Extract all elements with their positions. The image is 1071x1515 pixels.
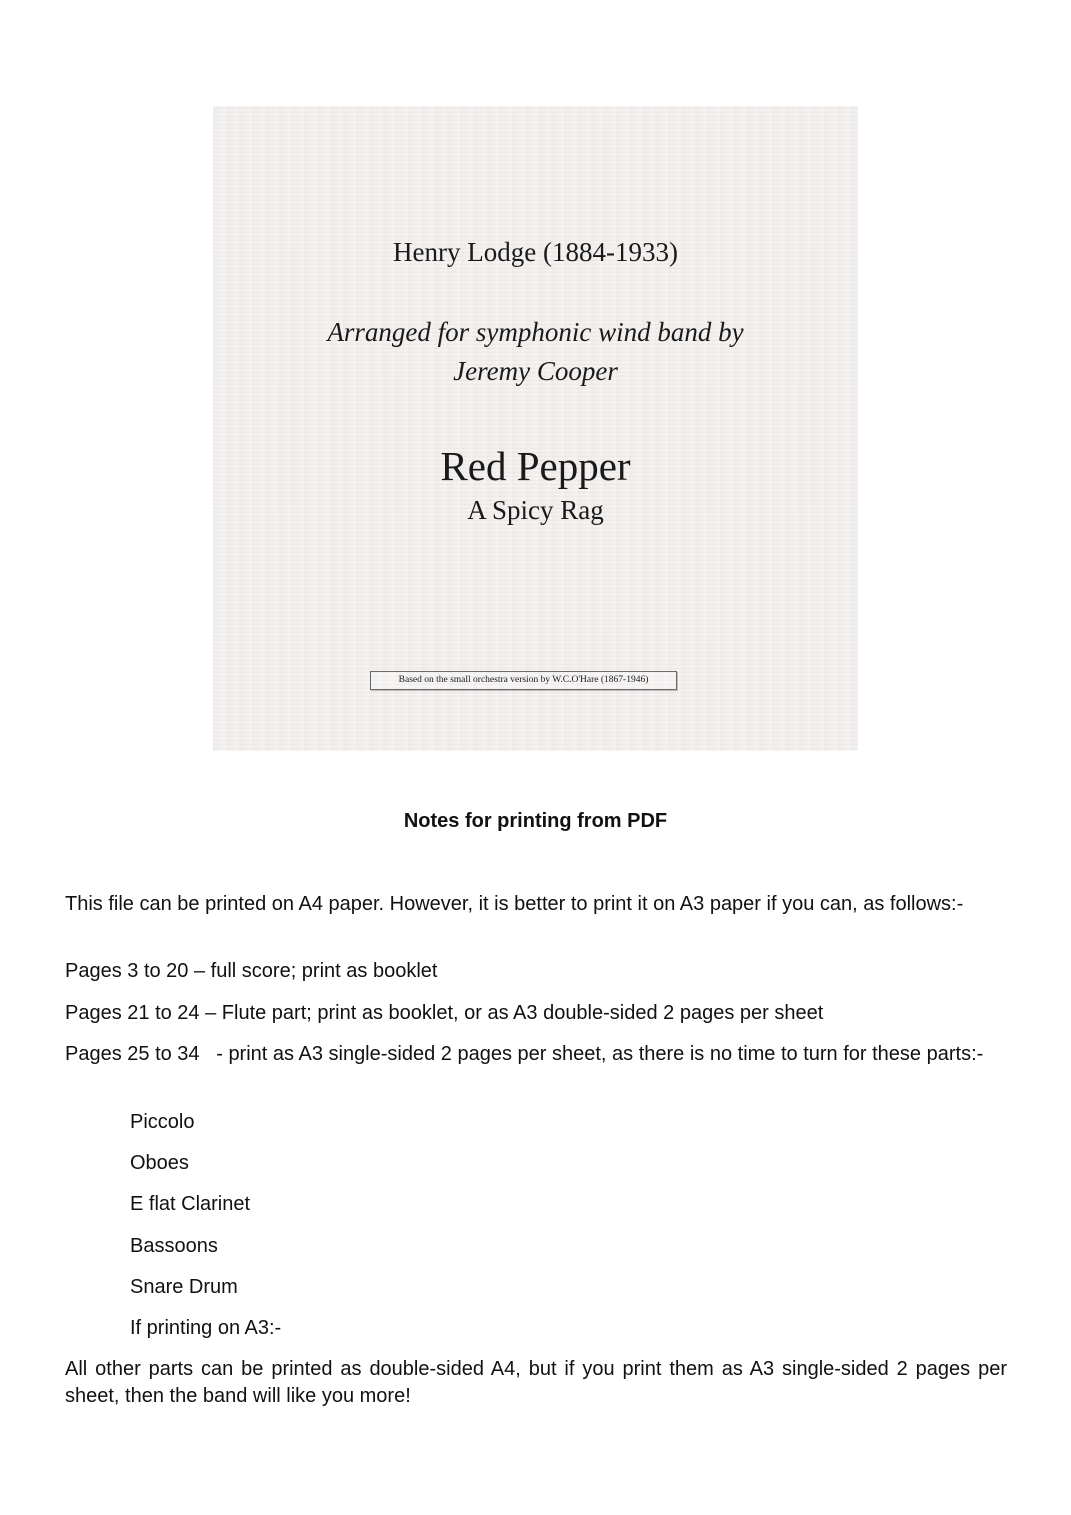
intro-paragraph: This file can be printed on A4 paper. However, it is better to print it on A3 paper if you can, as follows:- [65,893,964,915]
piece-title: Red Pepper [440,443,631,489]
score-pages-note: Pages 3 to 20 – full score; print as booklet [65,960,438,982]
based-on-note: Based on the small orchestra version by W.C.O'Hare (1867-1946) [370,671,677,690]
part-list-item: Piccolo [130,1111,195,1133]
cover-image [213,106,858,751]
arranger-credit-line-2: Jeremy Cooper [453,356,618,386]
piece-subtitle: A Spicy Rag [467,495,604,525]
arranger-credit-line-1: Arranged for symphonic wind band by [327,317,744,347]
notes-heading: Notes for printing from PDF [403,810,668,832]
composer-name: Henry Lodge (1884-1933) [393,237,678,267]
part-list-item: E flat Clarinet [130,1193,251,1215]
closing-paragraph: All other parts can be printed as double-sided A4, but if you print them as A3 single-sided 2 pages per sheet, then the band will like you more! [65,1358,1007,1407]
parts-pages-note: Pages 25 to 34 - print as A3 single-sided 2 pages per sheet, as there is no time to turn for these parts:- [65,1043,984,1065]
a3-printing-note: If printing on A3:- [130,1317,282,1339]
flute-pages-note: Pages 21 to 24 – Flute part; print as booklet, or as A3 double-sided 2 pages per sheet [65,1002,824,1024]
part-list-item: Oboes [130,1152,189,1174]
part-list-item: Bassoons [130,1235,218,1257]
part-list-item: Snare Drum [130,1276,238,1298]
